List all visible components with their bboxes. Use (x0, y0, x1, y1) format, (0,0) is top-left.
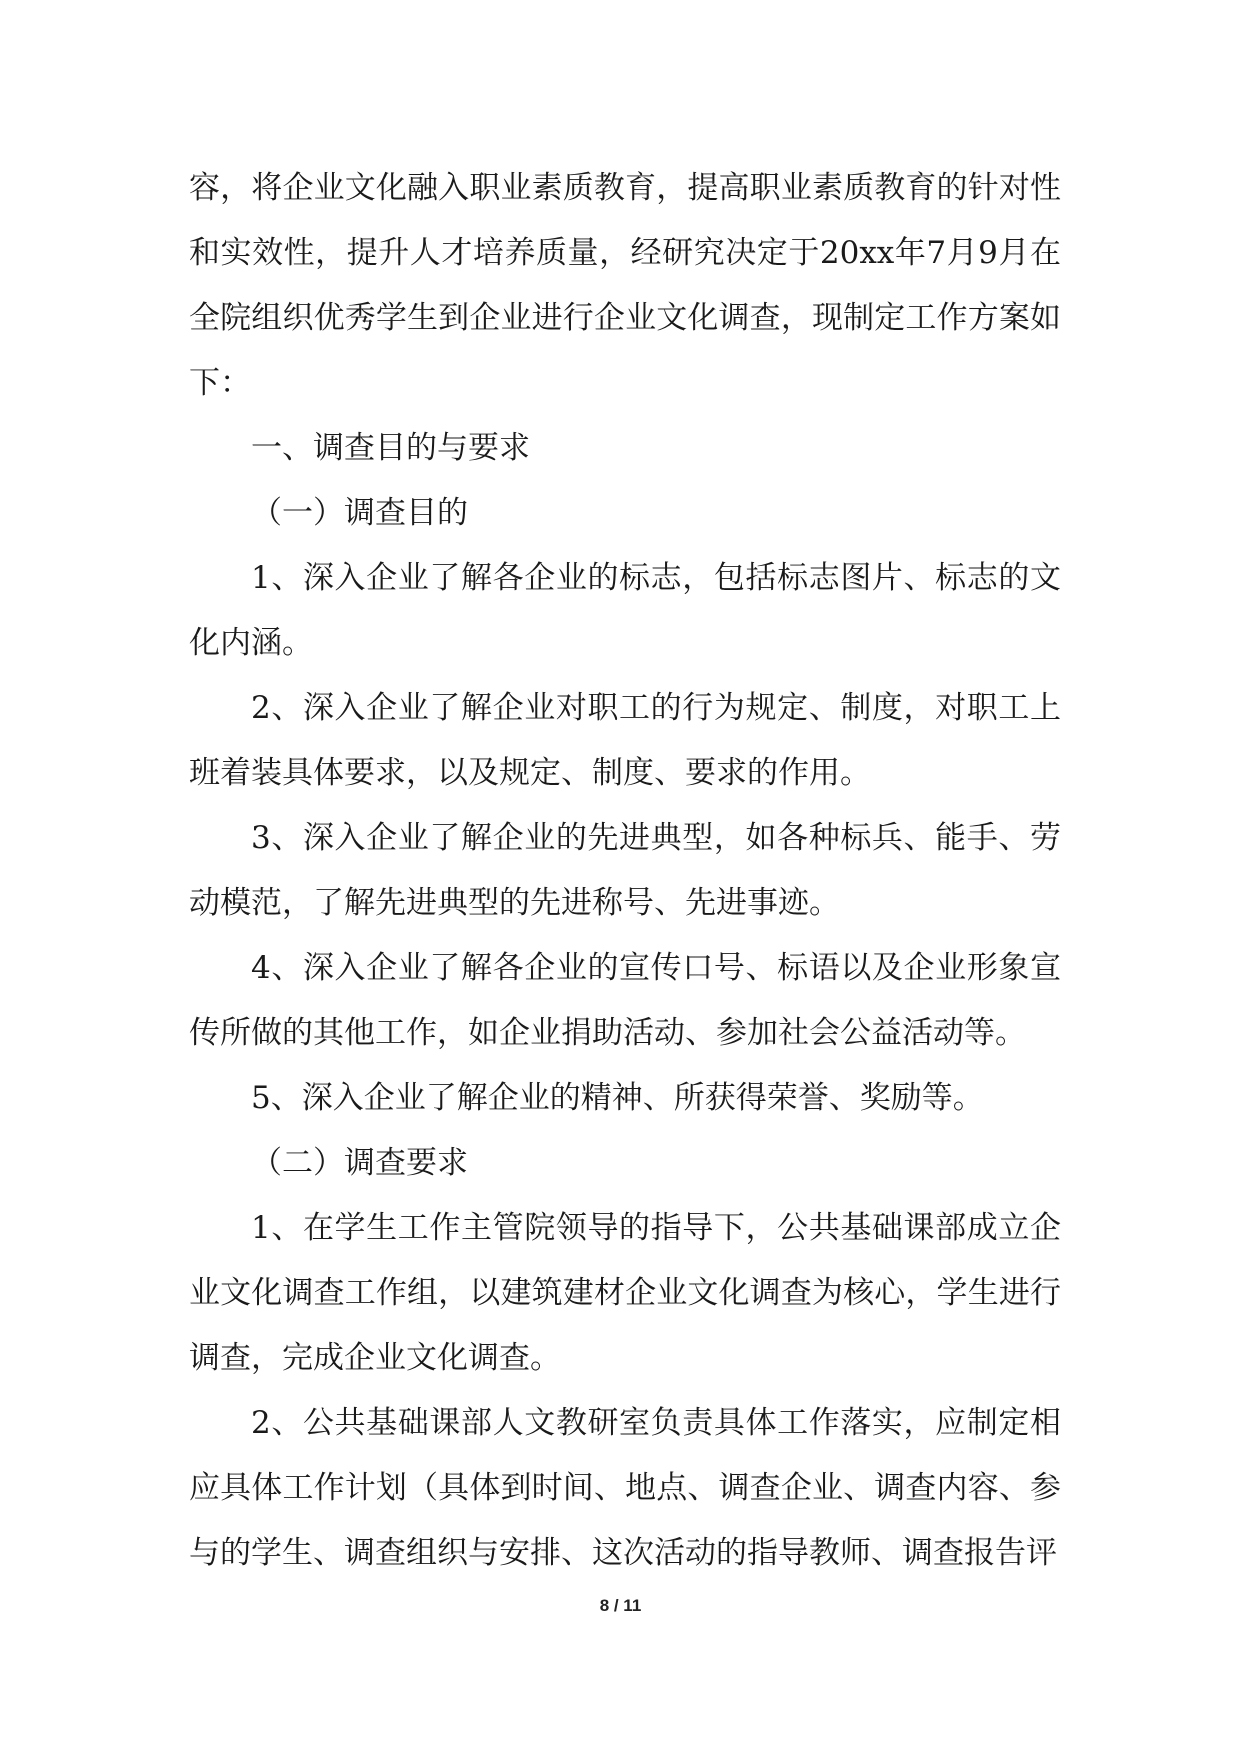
list-item: 5、深入企业了解企业的精神、所获得荣誉、奖励等。 (251, 1080, 984, 1116)
paragraph-intro-continued: 容，将企业文化融入职业素质教育，提高职业素质教育的针对性和实效性，提升人才培养质量，经研究决定于20xx年7月9月在全院组织优秀学生到企业进行企业文化调查，现制定工作方案如下： (189, 170, 1061, 401)
list-item: 1、在学生工作主管院领导的指导下，公共基础课部成立企业文化调查工作组，以建筑建材企业文化调查为核心，学生进行调查，完成企业文化调查。 (189, 1210, 1061, 1376)
page-number: 8 / 11 (599, 1596, 642, 1615)
document-body (189, 156, 1061, 1586)
subsection-heading-2: （二）调查要求 (251, 1145, 468, 1181)
list-item: 4、深入企业了解各企业的宣传口号、标语以及企业形象宣传所做的其他工作，如企业捐助活动、参加社会公益活动等。 (189, 950, 1061, 1051)
list-item: 3、深入企业了解企业的先进典型，如各种标兵、能手、劳动模范，了解先进典型的先进称号、先进事迹。 (189, 820, 1061, 921)
list-item: 2、公共基础课部人文教研室负责具体工作落实，应制定相应具体工作计划（具体到时间、地点、调查企业、调查内容、参与的学生、调查组织与安排、这次活动的指导教师、调查报告评 (189, 1405, 1061, 1571)
subsection-heading-1: （一）调查目的 (251, 495, 468, 531)
section-heading-1: 一、调查目的与要求 (251, 430, 530, 466)
list-item: 2、深入企业了解企业对职工的行为规定、制度，对职工上班着装具体要求，以及规定、制度、要求的作用。 (189, 690, 1061, 791)
list-item: 1、深入企业了解各企业的标志，包括标志图片、标志的文化内涵。 (189, 560, 1061, 661)
